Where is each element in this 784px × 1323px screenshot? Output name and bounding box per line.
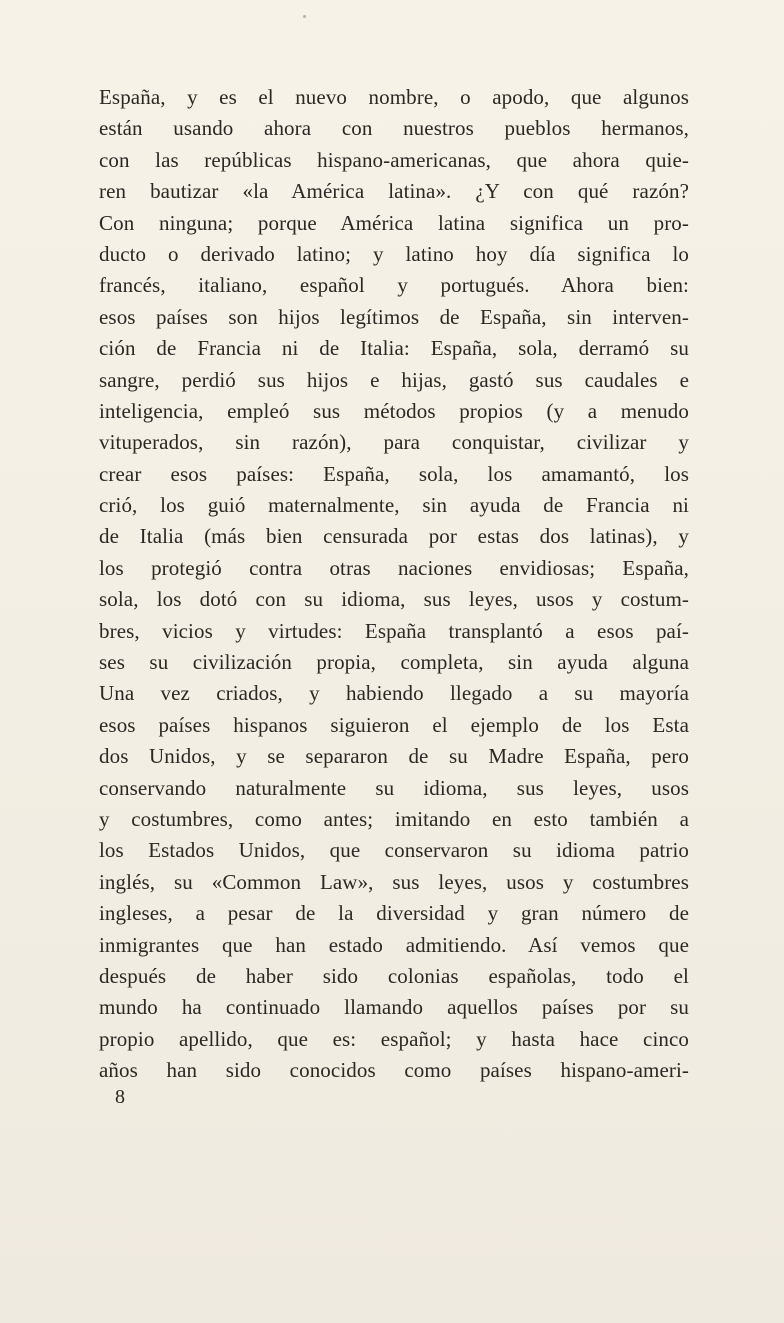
text-line: los Estados Unidos, que conservaron su idioma patrio: [99, 838, 689, 863]
text-line: esos países hispanos siguieron el ejemplo de los Esta: [99, 712, 689, 737]
text-line: inmigrantes que han estado admitiendo. Así vemos que: [99, 932, 689, 957]
text-line: inteligencia, empleó sus métodos propios (y a menudo: [99, 398, 689, 423]
text-line: bres, vicios y virtudes: España transplantó a esos paí-: [99, 618, 689, 643]
text-line: conservando naturalmente su idioma, sus leyes, usos: [99, 775, 689, 800]
text-line: están usando ahora con nuestros pueblos hermanos,: [99, 116, 689, 141]
text-line: inglés, su «Common Law», sus leyes, usos y costumbres: [99, 869, 689, 894]
text-line: mundo ha continuado llamando aquellos países por su: [99, 995, 689, 1020]
text-line: España, y es el nuevo nombre, o apodo, que algunos: [99, 85, 689, 109]
text-line: vituperados, sin razón), para conquistar, civilizar y: [99, 430, 689, 455]
text-line: de Italia (más bien censurada por estas dos latinas), y: [99, 524, 689, 549]
text-line: esos países son hijos legítimos de España, sin interven-: [99, 304, 689, 329]
text-line: dos Unidos, y se separaron de su Madre España, pero: [99, 744, 689, 769]
text-line: crió, los guió maternalmente, sin ayuda de Francia ni: [99, 493, 689, 518]
text-line: y costumbres, como antes; imitando en esto también a: [99, 806, 689, 831]
text-line: sola, los dotó con su idioma, sus leyes, usos y costum-: [99, 587, 689, 612]
text-line: con las repúblicas hispano-americanas, que ahora quie-: [99, 147, 689, 172]
text-line: francés, italiano, español y portugués. Ahora bien:: [99, 273, 689, 298]
paper-speck: [303, 15, 306, 18]
text-line: ses su civilización propia, completa, sin ayuda alguna: [99, 650, 689, 675]
text-line: los protegió contra otras naciones envidiosas; España,: [99, 555, 689, 580]
page-number: 8: [115, 1086, 125, 1108]
text-line: después de haber sido colonias españolas, todo el: [99, 963, 689, 988]
text-line: crear esos países: España, sola, los amamantó, los: [99, 461, 689, 486]
text-line: ingleses, a pesar de la diversidad y gran número de: [99, 901, 689, 926]
text-line: Con ninguna; porque América latina significa un pro-: [99, 210, 689, 235]
text-line: ducto o derivado latino; y latino hoy día significa lo: [99, 241, 689, 266]
text-line: propio apellido, que es: español; y hasta hace cinco: [99, 1026, 689, 1051]
text-line: sangre, perdió sus hijos e hijas, gastó sus caudales e: [99, 367, 689, 392]
text-line: ren bautizar «la América latina». ¿Y con qué razón?: [99, 179, 689, 204]
text-line: años han sido conocidos como países hispano-ameri-: [99, 1058, 689, 1083]
body-text: [99, 82, 689, 1087]
text-line: Una vez criados, y habiendo llegado a su mayoría: [99, 681, 689, 706]
text-line: ción de Francia ni de Italia: España, sola, derramó su: [99, 336, 689, 361]
